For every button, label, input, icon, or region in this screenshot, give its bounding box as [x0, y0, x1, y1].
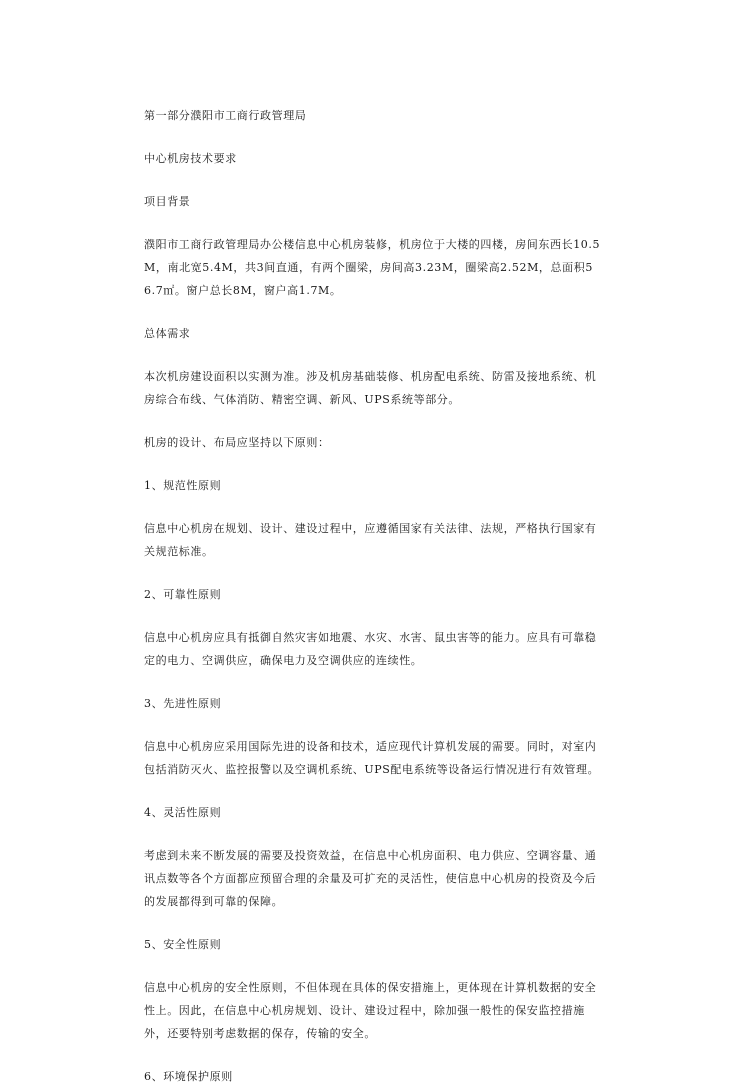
document-body: [144, 104, 604, 1088]
paragraph-background: 濮阳市工商行政管理局办公楼信息中心机房装修，机房位于大楼的四楼，房间东西长10.5M，南北宽5.4M，共3间直通，有两个圈梁，房间高3.23M，圈梁高2.52M，总面积56.7㎡。窗户总长8M，窗户高1.7M。: [144, 238, 601, 297]
principle-text-5: 信息中心机房的安全性原则，不但体现在具体的保安措施上，更体现在计算机数据的安全性上。因此，在信息中心机房规划、设计、建设过程中，除加强一般性的保安监控措施外，还要特别考虑数据的保存，传输的安全。: [144, 981, 597, 1040]
principle-text-4: 考虑到未来不断发展的需要及投资效益，在信息中心机房面积、电力供应、空调容量、通讯点数等各个方面都应预留合理的余量及可扩充的灵活性，使信息中心机房的投资及今后的发展都得到可靠的保障。: [144, 849, 597, 908]
principle-heading-5: 5、安全性原则: [144, 938, 222, 951]
document-subtitle: 中心机房技术要求: [144, 152, 237, 165]
principle-text-1: 信息中心机房在规划、设计、建设过程中，应遵循国家有关法律、法规，严格执行国家有关规范标准。: [144, 522, 597, 558]
principle-heading-6: 6、环境保护原则: [144, 1070, 233, 1083]
section-heading-background: 项目背景: [144, 195, 191, 208]
document-title: 第一部分濮阳市工商行政管理局: [144, 109, 307, 122]
principle-heading-2: 2、可靠性原则: [144, 588, 222, 601]
paragraph-overall: 本次机房建设面积以实测为准。涉及机房基础装修、机房配电系统、防雷及接地系统、机房综合布线、气体消防、精密空调、新风、UPS系统等部分。: [144, 370, 597, 406]
principle-heading-4: 4、灵活性原则: [144, 806, 222, 819]
section-heading-overall: 总体需求: [144, 327, 191, 340]
principle-heading-3: 3、先进性原则: [144, 697, 222, 710]
principle-text-2: 信息中心机房应具有抵御自然灾害如地震、水灾、水害、鼠虫害等的能力。应具有可靠稳定的电力、空调供应，确保电力及空调供应的连续性。: [144, 631, 597, 667]
principle-heading-1: 1、规范性原则: [144, 479, 222, 492]
principle-text-3: 信息中心机房应采用国际先进的设备和技术，适应现代计算机发展的需要。同时，对室内包括消防灭火、监控报警以及空调机系统、UPS配电系统等设备运行情况进行有效管理。: [144, 740, 600, 776]
principles-intro: 机房的设计、布局应坚持以下原则：: [144, 436, 330, 449]
